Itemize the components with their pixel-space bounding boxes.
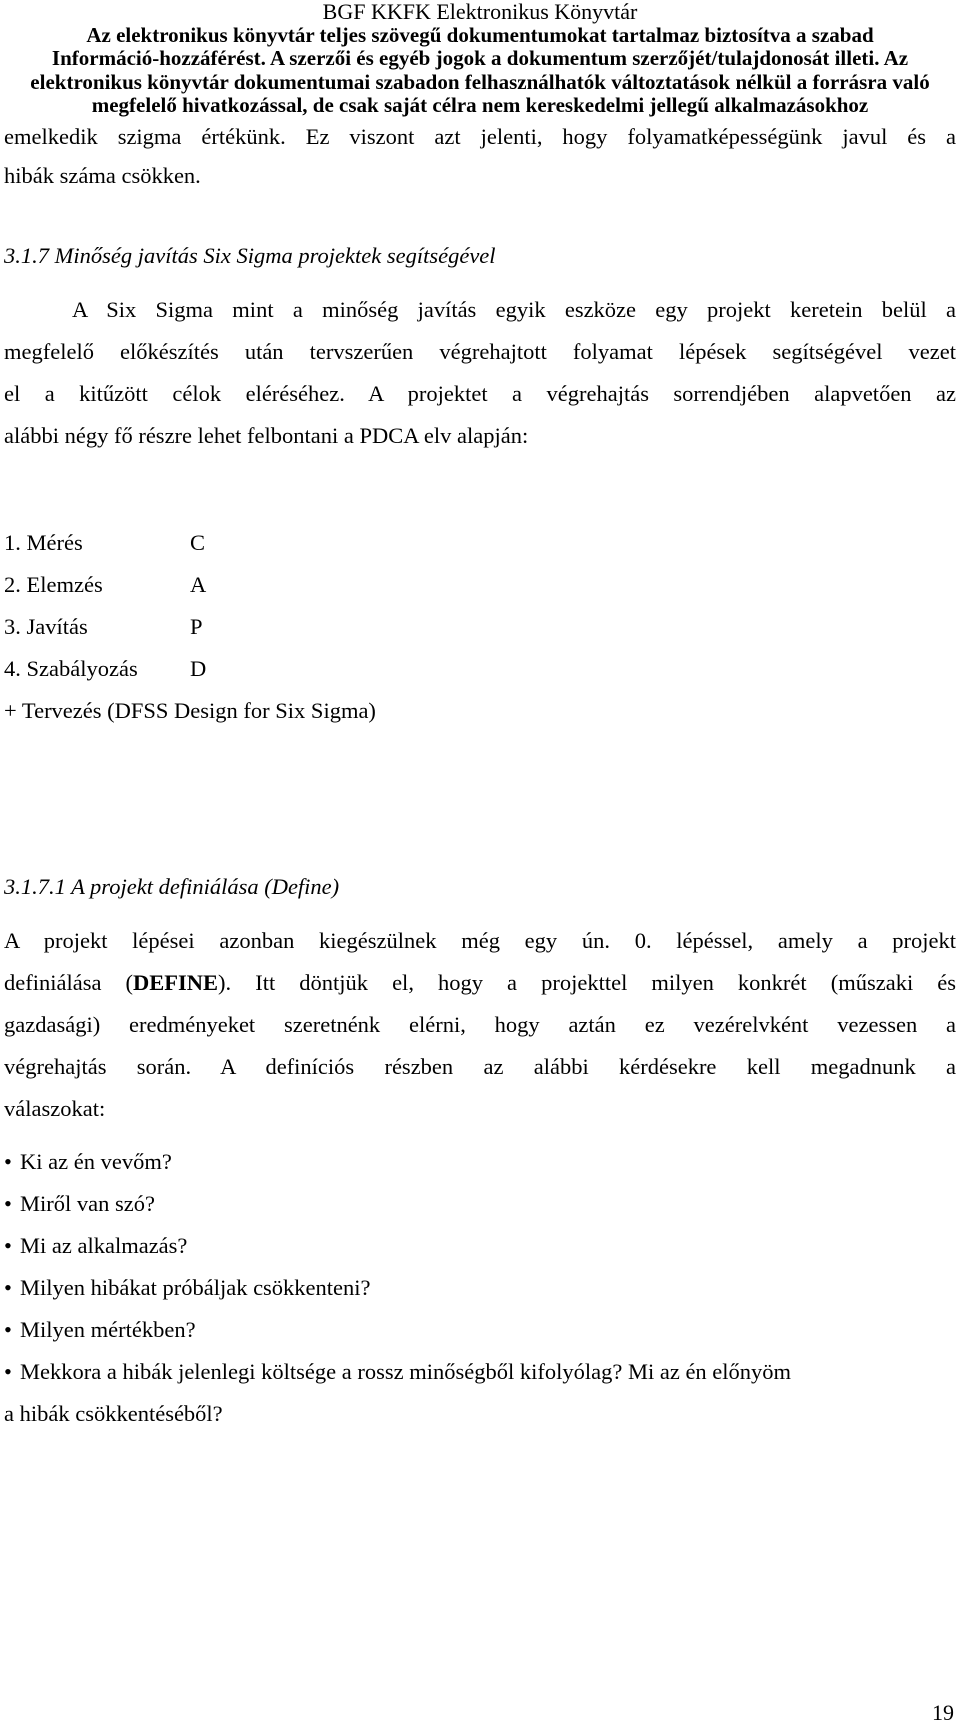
step-code: P [190, 614, 203, 639]
paragraph-line: megfelelő előkészítés után tervszerűen végrehajtott folyamat lépések segítségével vezet [4, 339, 956, 364]
header-title: BGF KKFK Elektronikus Könyvtár [322, 0, 638, 24]
step-code: D [190, 656, 207, 681]
step-code: C [190, 530, 206, 555]
bullet-icon: • [4, 1149, 12, 1174]
header-line: Az elektronikus könyvtár teljes szövegű dokumentumokat tartalmaz biztosítva a szabad [86, 22, 874, 47]
bullet-icon: • [4, 1359, 12, 1384]
subsection-heading: 3.1.7.1 A projekt definiálása (Define) [4, 874, 340, 899]
list-item-continuation: a hibák csökkentéséből? [4, 1401, 223, 1426]
paragraph-line: A projekt lépései azonban kiegészülnek még egy ún. 0. lépéssel, amely a projekt [4, 928, 956, 953]
section-heading: 3.1.7 Minőség javítás Six Sigma projektek segítségével [4, 243, 496, 268]
header-line: elektronikus könyvtár dokumentumai szabadon felhasználhatók változtatások nélkül a forrásra való [30, 69, 930, 94]
list-item: • Mi az alkalmazás? [4, 1233, 188, 1258]
define-keyword: DEFINE [133, 970, 219, 995]
paragraph-line: végrehajtás során. A definíciós részben az alábbi kérdésekre kell megadnunk a [4, 1054, 956, 1079]
paragraph-line: válaszokat: [4, 1096, 106, 1121]
paragraph-line: el a kitűzött célok eléréséhez. A projektet a végrehajtás sorrendjében alapvetően az [4, 381, 956, 406]
step-code: A [190, 572, 207, 597]
bullet-icon: • [4, 1317, 12, 1342]
step-label: 4. Szabályozás [4, 656, 138, 681]
header-line: megfelelő hivatkozással, de csak saját célra nem kereskedelmi jellegű alkalmazásokhoz [91, 93, 869, 117]
paragraph-line: gazdasági) eredményeket szeretnénk elérni, hogy aztán ez vezérelvként vezessen a [4, 1012, 956, 1037]
paragraph-line: hibák száma csökken. [4, 163, 201, 188]
list-item: • Mekkora a hibák jelenlegi költsége a rossz minőségből kifolyólag? Mi az én előnyöm [4, 1359, 792, 1384]
library-header [0, 0, 960, 118]
bullet-icon: • [4, 1275, 12, 1300]
list-item: • Milyen hibákat próbáljak csökkenteni? [4, 1275, 371, 1300]
list-item: • Ki az én vevőm? [4, 1149, 172, 1174]
paragraph-line: A Six Sigma mint a minőség javítás egyik eszköze egy projekt keretein belül a [72, 297, 956, 322]
paragraph-line: emelkedik szigma értékünk. Ez viszont azt jelenti, hogy folyamatképességünk javul és a [4, 124, 956, 149]
step-label: 1. Mérés [4, 530, 83, 555]
list-item: • Miről van szó? [4, 1191, 155, 1216]
paragraph-line: alábbi négy fő részre lehet felbontani a PDCA elv alapján: [4, 423, 529, 448]
header-line: Információ-hozzáférést. A szerzői és egyéb jogok a dokumentum szerzőjét/tulajdonosát illeti. Az [51, 46, 909, 70]
paragraph-line: definiálása (DEFINE). Itt döntjük el, hogy a projekttel milyen konkrét (műszaki és [4, 970, 957, 995]
dfss-line: + Tervezés (DFSS Design for Six Sigma) [4, 698, 376, 723]
step-label: 3. Javítás [4, 614, 88, 639]
step-label: 2. Elemzés [4, 572, 103, 597]
bullet-icon: • [4, 1233, 12, 1258]
bullet-icon: • [4, 1191, 12, 1216]
intro-paragraph [4, 124, 956, 150]
page-number: 19 [932, 1700, 954, 1725]
list-item: • Milyen mértékben? [4, 1317, 196, 1342]
